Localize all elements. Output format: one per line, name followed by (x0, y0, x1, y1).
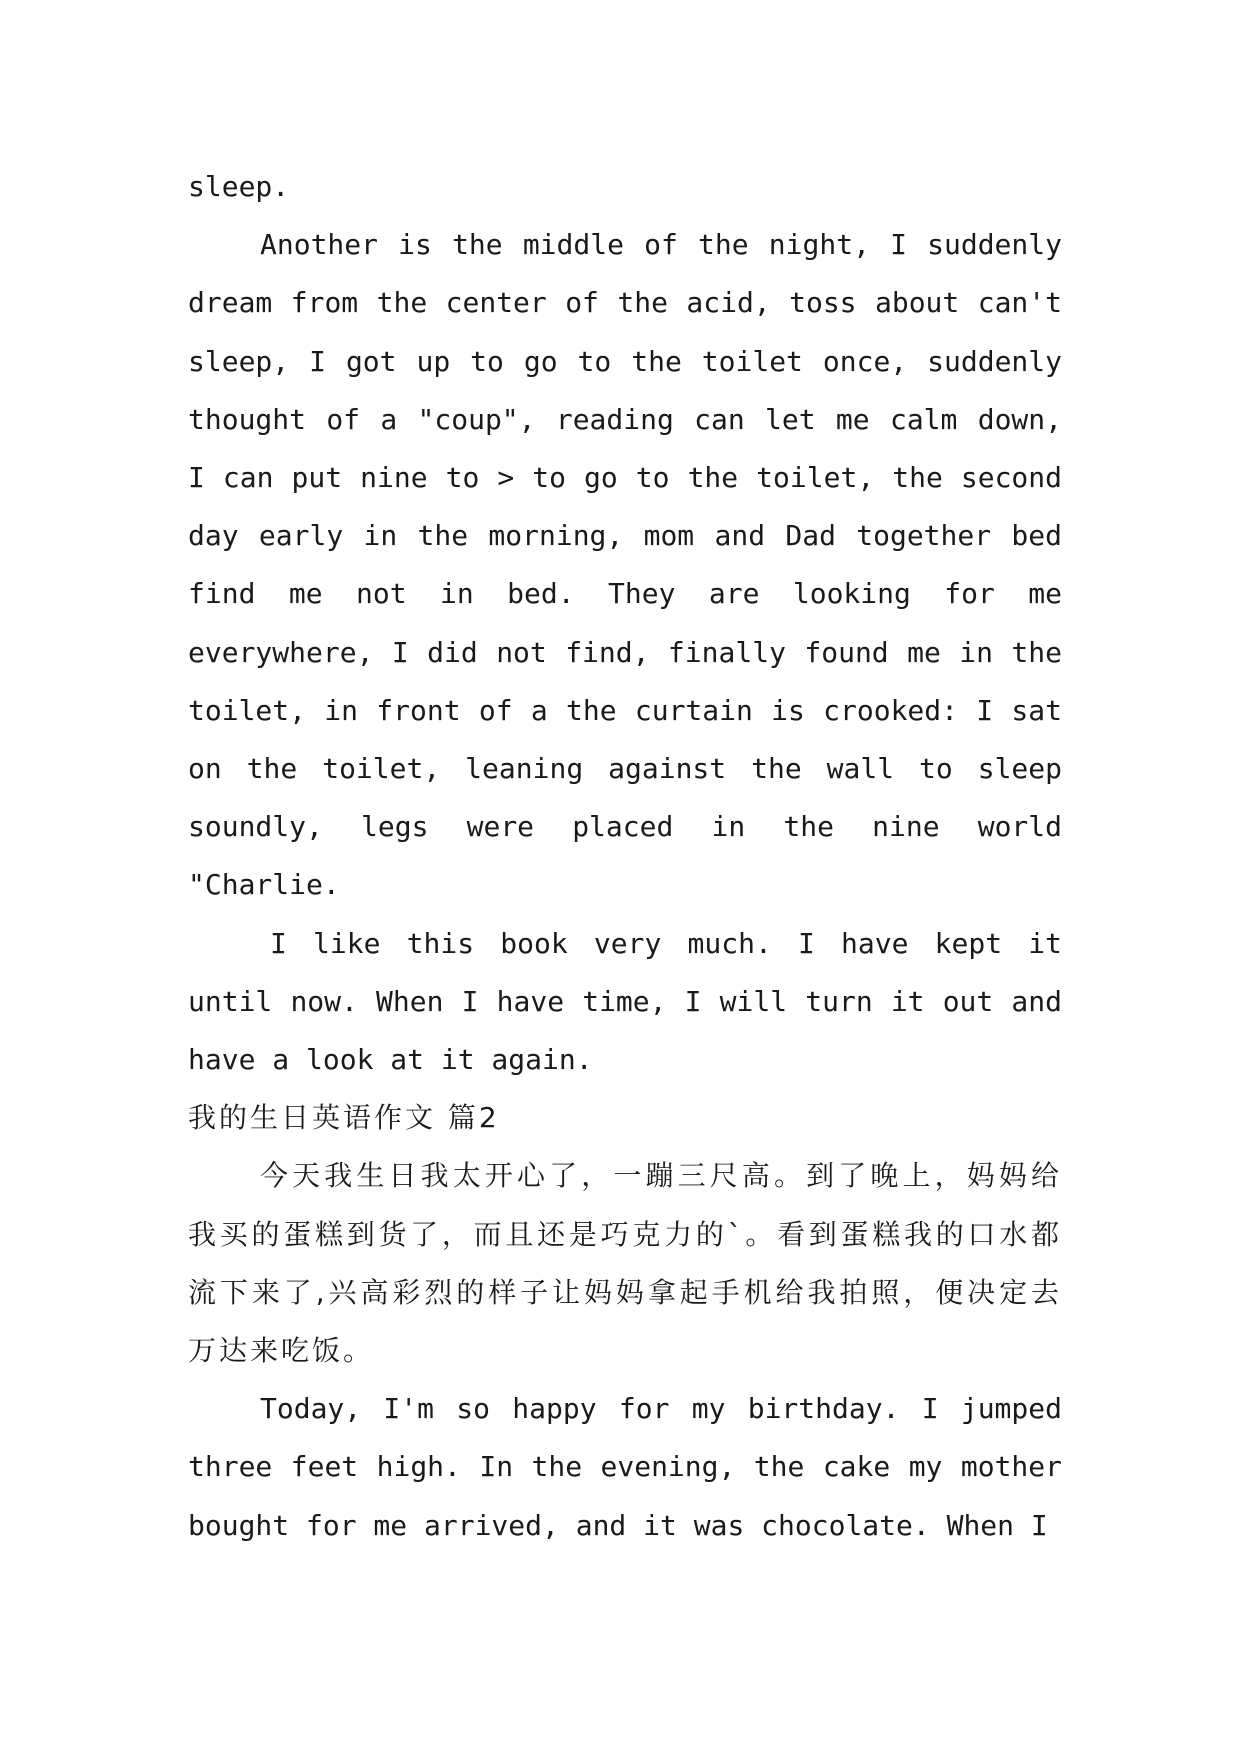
paragraph-night-story: Another is the middle of the night, I suddenly dream from the center of the acid, toss about can't sleep, I got up to go to the toilet once, suddenly thought of a "coup", reading can let me calm down, I can put nine to > to go to the toilet, the second day early in the morning, mom and Dad together bed find me not in bed. They are looking for me everywhere, I did not find, finally found me in the toilet, in front of a the curtain is crooked: I sat on the toilet, leaning against the wall to sleep soundly, legs were placed in the nine world "Charlie. (188, 228, 1062, 902)
section-heading: 我的生日英语作文 篇2 (188, 1101, 500, 1135)
paragraph-english-birthday: Today, I'm so happy for my birthday. I jumped three feet high. In the evening, the cake my mother bought for me arrived, and it was chocolate. When I (188, 1392, 1062, 1542)
paragraph-like-book: I like this book very much. I have kept it until now. When I have time, I will turn it out and have a look at it again. (188, 926, 1062, 1077)
paragraph-chinese-birthday: 今天我生日我太开心了，一蹦三尺高。到了晚上，妈妈给我买的蛋糕到货了，而且还是巧克力的`。看到蛋糕我的口水都流下来了,兴高彩烈的样子让妈妈拿起手机给我拍照，便决定去万达来吃饭。 (188, 1159, 1062, 1368)
paragraph-continuation: sleep. (188, 170, 290, 203)
document-body (188, 158, 1062, 1555)
